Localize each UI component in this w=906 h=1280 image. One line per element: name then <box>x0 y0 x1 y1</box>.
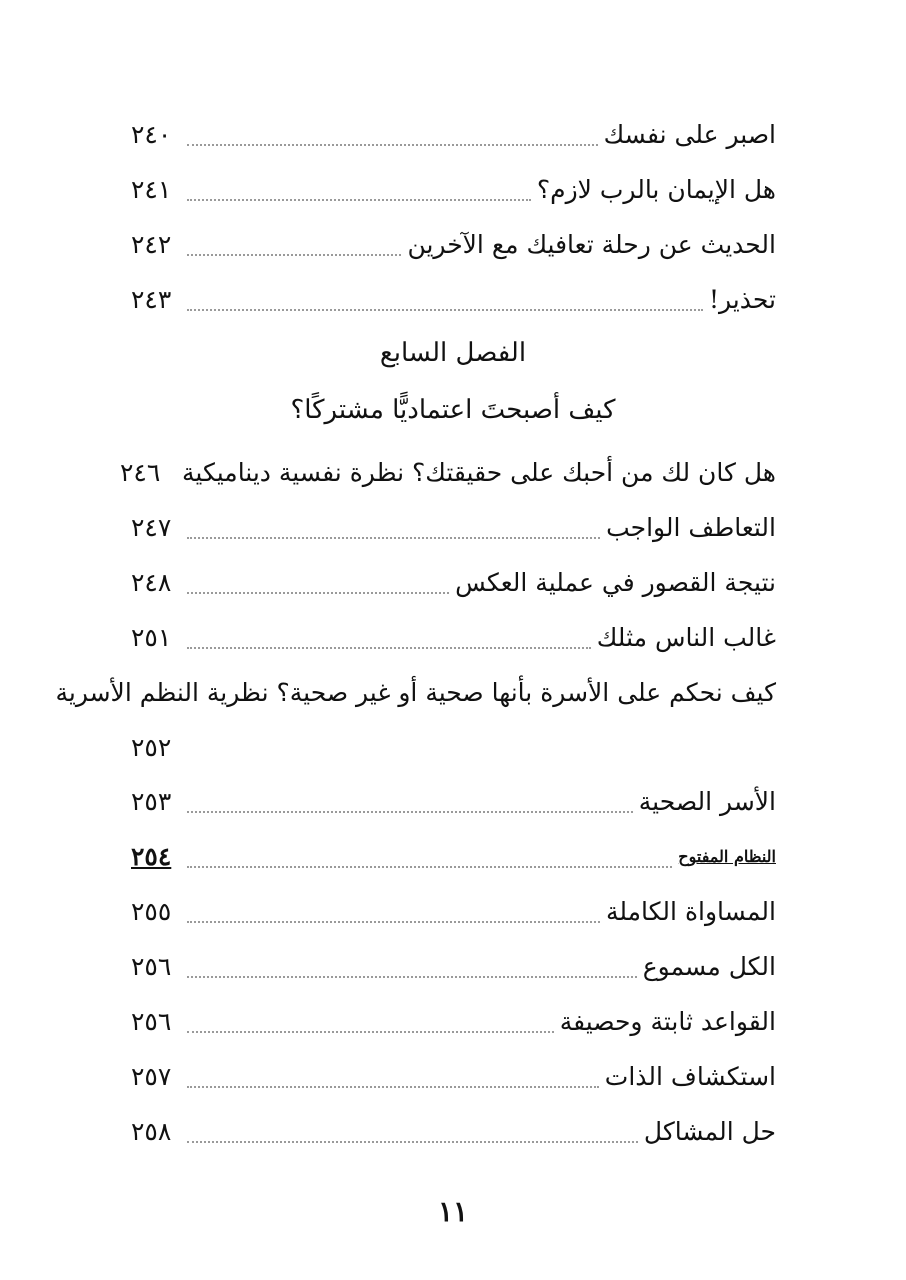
toc-entry-wrapped-title: كيف نحكم على الأسرة بأنها صحية أو غير صحية؟ نظرية النظم الأسرية <box>55 678 776 707</box>
toc-entry-page: ٢٥٨ <box>131 1117 172 1146</box>
toc-entry <box>131 170 776 210</box>
toc-leader-dots <box>187 1086 599 1088</box>
toc-entry <box>131 782 776 822</box>
toc-entry <box>131 1057 776 1097</box>
toc-entry-title: المساواة الكاملة <box>605 897 776 926</box>
toc-entry-page: ٢٤٨ <box>131 568 172 597</box>
toc-entry-page: ٢٤٧ <box>131 513 172 542</box>
toc-entry <box>131 563 776 603</box>
toc-entry-page: ٢٥١ <box>131 623 172 652</box>
toc-entry-page: ٢٤٣ <box>131 285 172 314</box>
toc-entry-page: ٢٥٥ <box>131 897 172 926</box>
toc-leader-dots <box>187 647 591 649</box>
toc-entry-title: الأسر الصحية <box>638 787 776 816</box>
toc-leader-dots <box>187 537 600 539</box>
toc-leader-dots <box>187 254 401 256</box>
toc-leader-dots <box>187 592 449 594</box>
toc-entry-page: ٢٤٦ <box>120 458 161 487</box>
toc-entry <box>120 453 776 493</box>
toc-entry <box>131 1112 776 1152</box>
toc-leader-dots <box>187 1031 554 1033</box>
toc-entry-page: ٢٥٦ <box>131 952 172 981</box>
toc-entry <box>131 618 776 658</box>
toc-entry-title: غالب الناس مثلك <box>596 623 776 652</box>
toc-leader-dots <box>187 921 600 923</box>
chapter-title: كيف أصبحتَ اعتماديًّا مشتركًا؟ <box>290 395 616 425</box>
toc-leader-dots <box>187 1141 638 1143</box>
toc-entry-title: استكشاف الذات <box>604 1062 776 1091</box>
toc-entry-title: تحذير! <box>708 285 776 314</box>
toc-leader-dots <box>187 811 633 813</box>
toc-entry <box>131 837 776 877</box>
toc-entry-title: النظام المفتوح <box>678 847 776 866</box>
toc-leader-dots <box>187 144 598 146</box>
chapter-label: الفصل السابع <box>379 338 527 368</box>
toc-entry-title: الكل مسموع <box>642 952 776 981</box>
toc-entry-page: ٢٥٣ <box>131 787 172 816</box>
toc-entry-title: هل الإيمان بالرب لازم؟ <box>536 175 776 204</box>
toc-leader-dots <box>187 976 637 978</box>
toc-entry-title: نتيجة القصور في عملية العكس <box>455 568 776 597</box>
toc-entry <box>131 280 776 320</box>
toc-leader-dots <box>187 866 672 868</box>
toc-entry <box>131 1002 776 1042</box>
toc-entry-title: اصبر على نفسك <box>603 120 776 149</box>
toc-entry-title: هل كان لك من أحبك على حقيقتك؟ نظرة نفسية ديناميكية <box>182 458 776 487</box>
toc-entry <box>131 508 776 548</box>
toc-entry-page: ٢٥٤ <box>131 842 172 871</box>
toc-entry-title: القواعد ثابتة وحصيفة <box>559 1007 776 1036</box>
toc-entry-title: الحديث عن رحلة تعافيك مع الآخرين <box>407 230 776 259</box>
toc-entry-page: ٢٥٧ <box>131 1062 172 1091</box>
toc-entry <box>131 115 776 155</box>
toc-entry-page: ٢٥٦ <box>131 1007 172 1036</box>
toc-leader-dots <box>187 309 703 311</box>
toc-entry-title: حل المشاكل <box>643 1117 776 1146</box>
toc-entry <box>131 947 776 987</box>
page-number: ١١ <box>437 1195 469 1228</box>
toc-entry-page: ٢٤٢ <box>131 230 172 259</box>
toc-entry-page: ٢٤١ <box>131 175 172 204</box>
toc-entry-page: ٢٤٠ <box>131 120 172 149</box>
toc-entry-title: التعاطف الواجب <box>606 513 776 542</box>
toc-entry <box>131 892 776 932</box>
toc-entry-wrapped-page: ٢٥٢ <box>131 733 172 762</box>
toc-leader-dots <box>187 199 531 201</box>
toc-entry <box>131 225 776 265</box>
